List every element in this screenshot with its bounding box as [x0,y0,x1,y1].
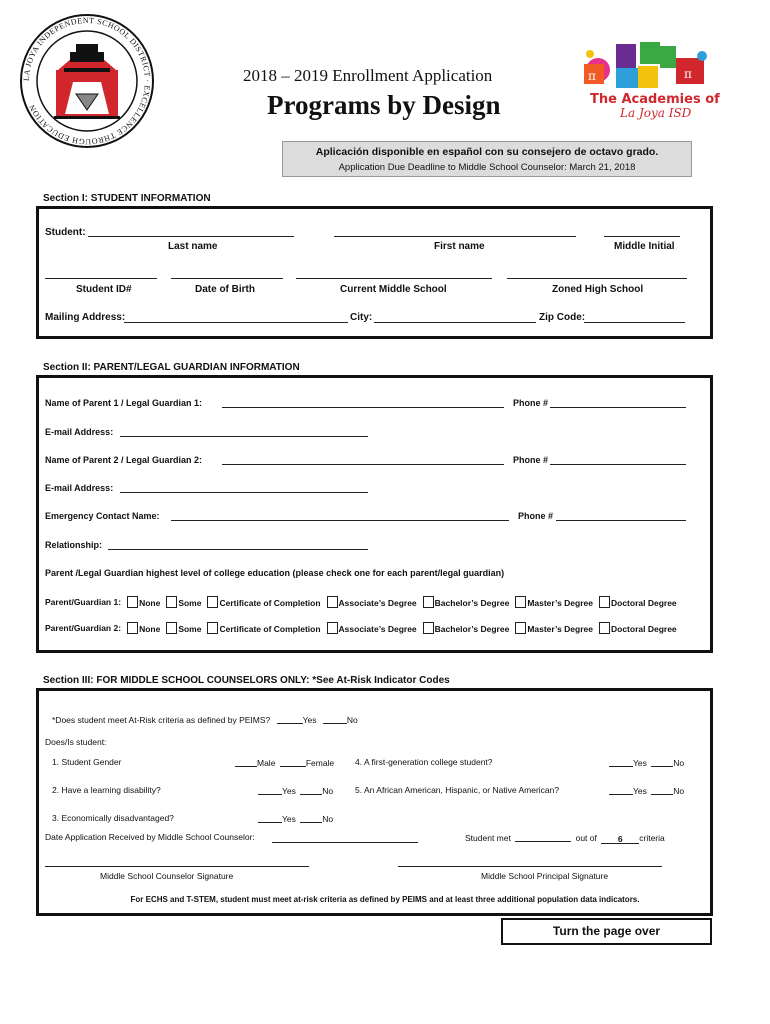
emergency-field[interactable] [171,520,509,521]
checkbox-icon[interactable] [515,596,526,608]
parent1-email-field[interactable] [120,436,368,437]
section2-heading: Section II: PARENT/LEGAL GUARDIAN INFORMATION [43,362,300,373]
section3-heading: Section III: FOR MIDDLE SCHOOL COUNSELORS ONLY: *See At-Risk Indicator Codes [43,675,450,686]
pg2-option-some[interactable]: Some [166,622,201,634]
notice-deadline: Application Due Deadline to Middle School Counselor: March 21, 2018 [338,162,636,173]
turn-page-label: Turn the page over [552,924,661,938]
parent2-phone-field[interactable] [550,464,686,465]
checkbox-icon[interactable] [423,622,434,634]
parent2-email-field[interactable] [120,492,368,493]
zoned-hs-field[interactable] [507,278,687,279]
dob-field[interactable] [171,278,283,279]
academies-logo-script: La Joya ISD [620,106,692,120]
pg2-option-bachelors[interactable]: Bachelor’s Degree [423,622,510,634]
checkbox-icon[interactable] [207,622,218,634]
q5-label: 5. An African American, Hispanic, or Native American? [355,785,560,795]
q3-label: 3. Economically disadvantaged? [52,813,174,823]
q4-choice: Yes No [609,757,684,768]
checkbox-icon[interactable] [599,596,610,608]
q2-choice: Yes No [258,785,333,796]
checkbox-icon[interactable] [127,622,138,634]
parent2-email-label: E-mail Address: [45,483,114,493]
parent1-education-row [45,596,683,608]
criteria-total: 6 [601,834,639,844]
q4-no-field[interactable] [651,757,673,767]
section1-heading: Section I: STUDENT INFORMATION [43,193,211,204]
emergency-phone-label: Phone # [518,511,554,521]
at-risk-yes-field[interactable] [277,714,303,724]
pg2-option-certificate[interactable]: Certificate of Completion [207,622,320,634]
section1-box [36,206,713,339]
pg1-option-certificate[interactable]: Certificate of Completion [207,596,320,608]
dob-label: Date of Birth [195,284,255,295]
q3-no-field[interactable] [300,813,322,823]
pg1-option-bachelors[interactable]: Bachelor’s Degree [423,596,510,608]
checkbox-icon[interactable] [166,622,177,634]
student-id-field[interactable] [45,278,157,279]
parent2-phone-label: Phone # [513,455,549,465]
counselor-signature-label: Middle School Counselor Signature [100,871,234,881]
relationship-field[interactable] [108,549,368,550]
city-label: City: [350,312,373,323]
pg1-option-some[interactable]: Some [166,596,201,608]
emergency-phone-field[interactable] [556,520,686,521]
city-field[interactable] [374,322,536,323]
parent1-phone-label: Phone # [513,398,549,408]
pg2-option-masters[interactable]: Master’s Degree [515,622,593,634]
checkbox-icon[interactable] [327,622,338,634]
q5-no-field[interactable] [651,785,673,795]
relationship-label: Relationship: [45,540,103,550]
footnote: For ECHS and T-STEM, student must meet at-risk criteria as defined by PEIMS and at least three additional population data indicators. [130,895,640,904]
pg2-option-associates[interactable]: Associate’s Degree [327,622,417,634]
middle-initial-field[interactable] [604,236,680,237]
svg-text:LA JOYA INDEPENDENT SCHOOL DIS: LA JOYA INDEPENDENT SCHOOL DISTRICT · EXCELLENCE THROUGH EDUCATION [21,15,153,147]
principal-signature-label: Middle School Principal Signature [481,871,609,881]
page-title: 2018 – 2019 Enrollment Application [243,66,493,85]
q3-choice: Yes No [258,813,333,824]
mailing-label: Mailing Address: [45,312,126,323]
parent2-education-row [45,622,683,634]
current-ms-label: Current Middle School [340,284,447,295]
pg1-option-associates[interactable]: Associate’s Degree [327,596,417,608]
notice-box [282,141,692,177]
pg2-label: Parent/Guardian 2: [45,623,122,633]
checkbox-icon[interactable] [127,596,138,608]
education-prompt: Parent /Legal Guardian highest level of college education (please check one for each parent/legal guardian) [45,568,505,578]
district-seal-logo [18,12,156,150]
q1-label: 1. Student Gender [52,757,122,767]
criteria-met-field[interactable] [515,832,571,842]
last-name-field[interactable] [88,236,294,237]
parent1-phone-field[interactable] [550,407,686,408]
parent1-label: Name of Parent 1 / Legal Guardian 1: [45,398,203,408]
pg1-option-none[interactable]: None [127,596,160,608]
page-subtitle: Programs by Design [267,90,501,120]
at-risk-question: *Does student meet At-Risk criteria as defined by PEIMS? Yes No [52,715,358,725]
q4-yes-field[interactable] [609,757,633,767]
q2-no-field[interactable] [300,785,322,795]
pg1-option-masters[interactable]: Master’s Degree [515,596,593,608]
q4-label: 4. A first-generation college student? [355,757,493,767]
parent1-email-label: E-mail Address: [45,427,114,437]
pg2-option-none[interactable]: None [127,622,160,634]
pg2-option-doctoral[interactable]: Doctoral Degree [599,622,677,634]
principal-signature-field[interactable] [398,866,662,867]
academies-logo [576,42,720,124]
zip-field[interactable] [584,322,685,323]
q5-choice: Yes No [609,785,684,796]
parent2-label: Name of Parent 2 / Legal Guardian 2: [45,455,203,465]
parent1-field[interactable] [222,407,504,408]
checkbox-icon[interactable] [327,596,338,608]
middle-initial-label: Middle Initial [614,241,675,252]
checkbox-icon[interactable] [166,596,177,608]
student-id-label: Student ID# [76,284,132,295]
current-ms-field[interactable] [296,278,492,279]
student-label: Student: [45,227,86,238]
male-field[interactable] [235,757,257,767]
zoned-hs-label: Zoned High School [552,284,644,295]
first-name-label: First name [434,241,485,252]
last-name-label: Last name [168,241,218,252]
zip-label: Zip Code: [539,312,586,323]
checkbox-icon[interactable] [599,622,610,634]
counselor-signature-field[interactable] [45,866,309,867]
svg-text:π: π [588,69,596,83]
student-met-row: Student met out of 6 criteria [465,833,665,844]
q2-label: 2. Have a learning disability? [52,785,161,795]
at-risk-no-field[interactable] [323,714,347,724]
does-is-label: Does/Is student: [45,737,107,747]
emergency-label: Emergency Contact Name: [45,511,160,521]
checkbox-icon[interactable] [423,596,434,608]
checkbox-icon[interactable] [515,622,526,634]
q3-yes-field[interactable] [258,813,282,823]
checkbox-icon[interactable] [207,596,218,608]
pg1-label: Parent/Guardian 1: [45,597,122,607]
svg-text:π: π [684,67,692,81]
turn-page-box [501,918,712,945]
female-field[interactable] [280,757,306,767]
parent2-field[interactable] [222,464,504,465]
mailing-field[interactable] [124,322,348,323]
q2-yes-field[interactable] [258,785,282,795]
q5-yes-field[interactable] [609,785,633,795]
date-received-field[interactable] [272,842,418,843]
gender-choice: Male Female [235,757,334,768]
pg1-option-doctoral[interactable]: Doctoral Degree [599,596,677,608]
first-name-field[interactable] [334,236,576,237]
academies-logo-title: The Academies of [590,92,720,107]
date-received-label: Date Application Received by Middle School Counselor: [45,832,255,842]
notice-spanish: Aplicación disponible en español con su consejero de octavo grado. [315,146,659,158]
